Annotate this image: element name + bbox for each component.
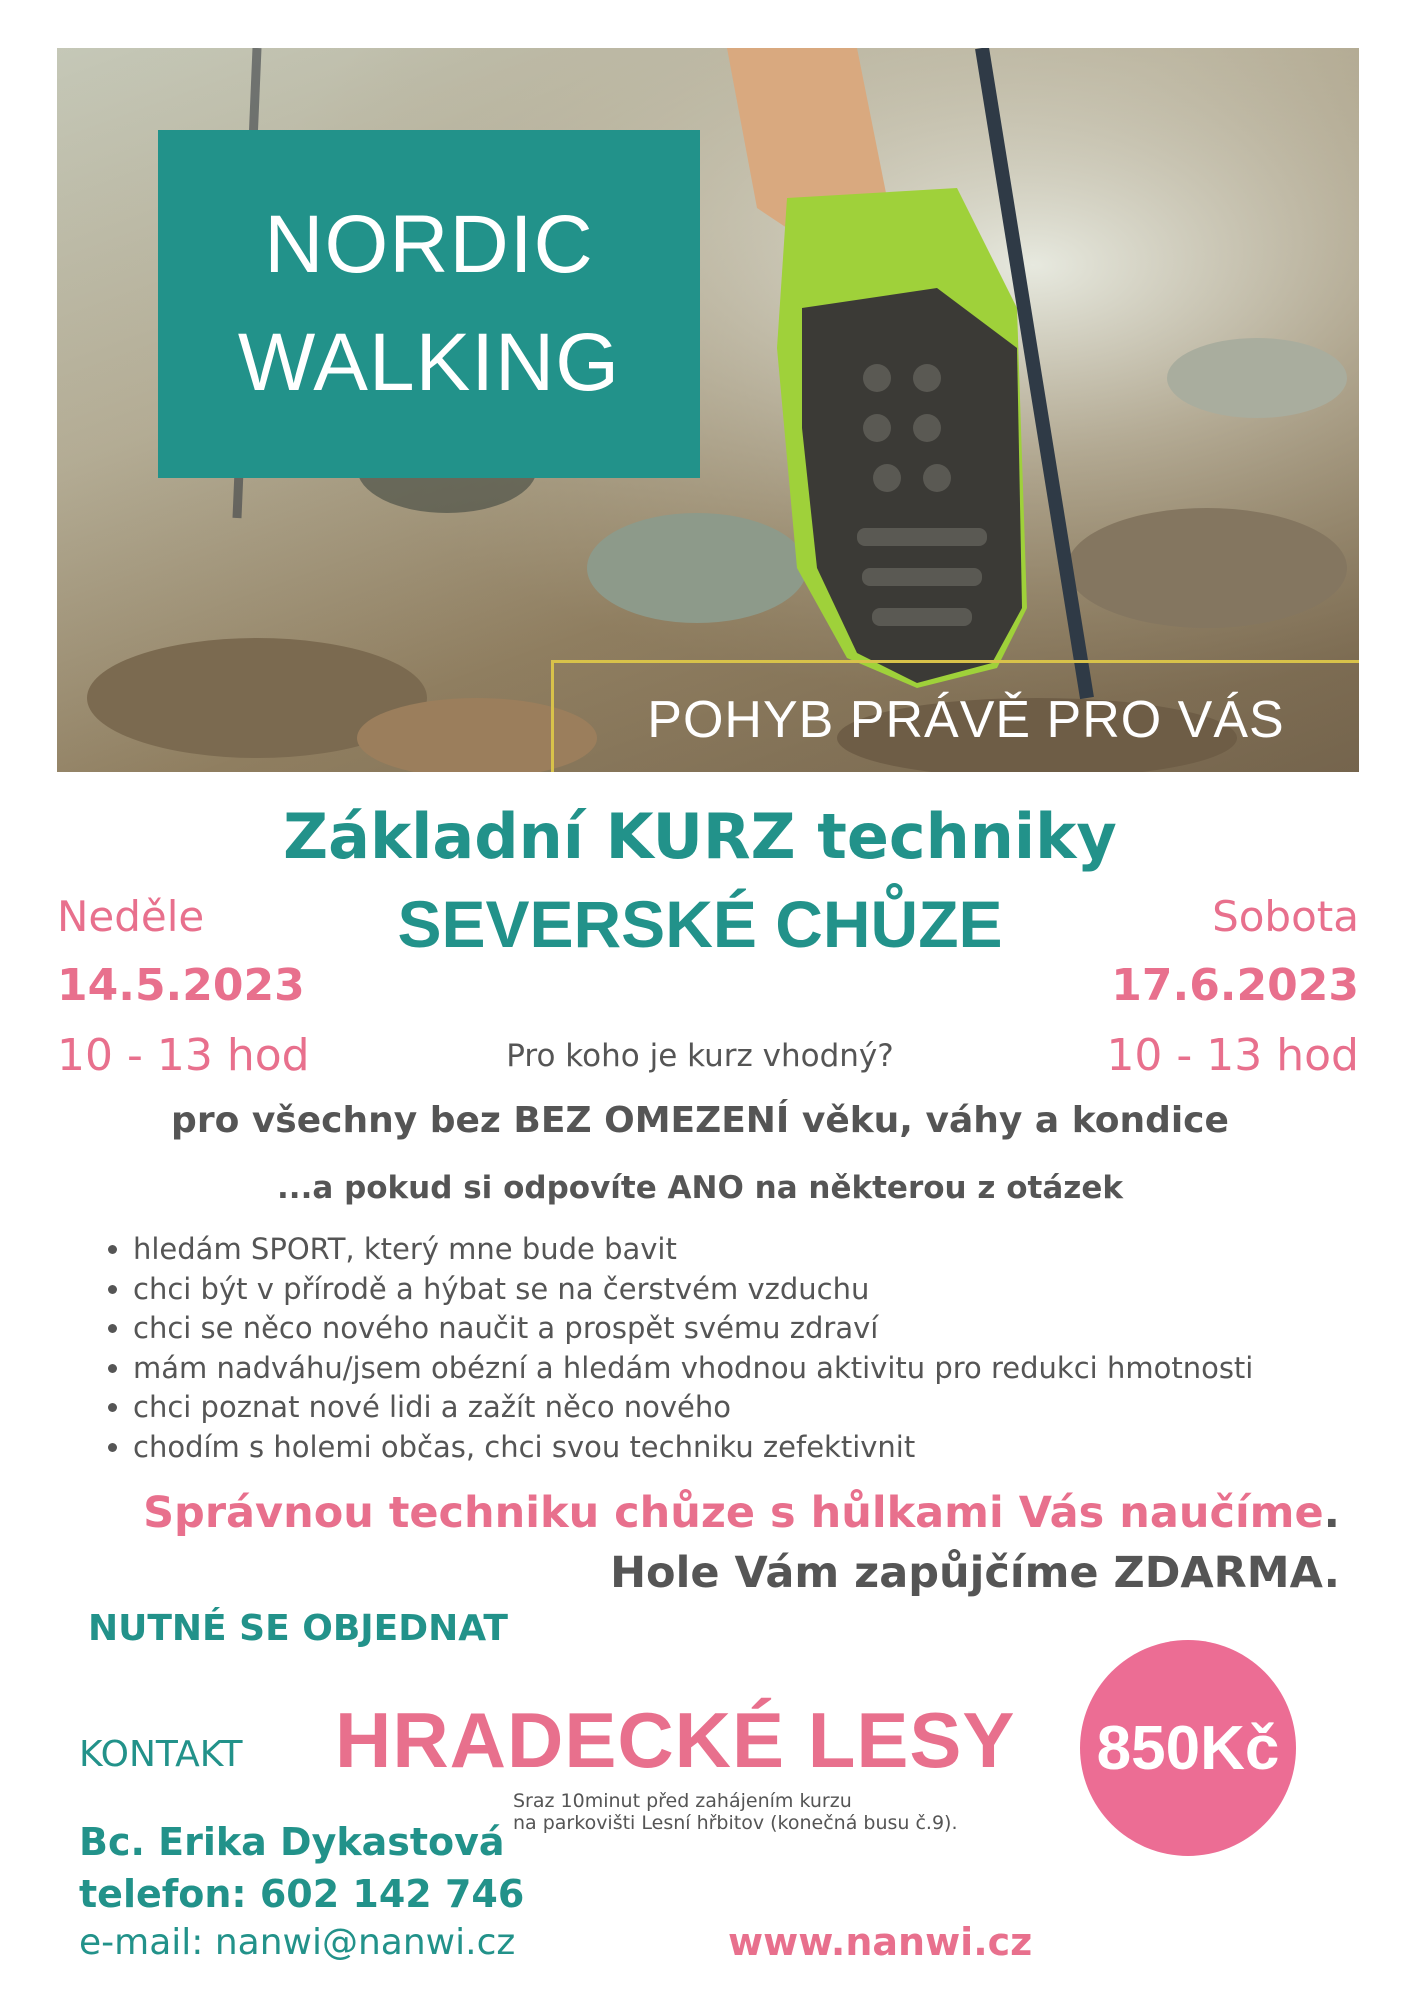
course-heading: Základní KURZ techniky [283, 800, 1117, 873]
website-link[interactable]: www.nanwi.cz [728, 1920, 1033, 1964]
contact-name: Bc. Erika Dykastová [79, 1820, 505, 1864]
slogan-text: POHYB PRÁVĚ PRO VÁS [647, 691, 1285, 749]
left-date: 14.5.2023 [57, 960, 305, 1011]
title-line-2: WALKING [237, 317, 621, 408]
technique-line [100, 1488, 1340, 1538]
slogan-frame [551, 660, 1359, 772]
audience-question: Pro koho je kurz vhodný? [506, 1038, 894, 1074]
meeting-note-line-1: Sraz 10minut před zahájením kurzu [513, 1790, 852, 1812]
hero-photo [57, 48, 1359, 772]
contact-phone[interactable]: telefon: 602 142 746 [79, 1872, 525, 1916]
left-time: 10 - 13 hod [57, 1030, 310, 1081]
course-subheading: SEVERSKÉ CHŮZE [397, 887, 1003, 961]
left-date-day: Neděle [57, 892, 205, 941]
poles-line: Hole Vám zapůjčíme ZDARMA. [610, 1548, 1340, 1598]
meeting-note [513, 1790, 958, 1834]
questions-list [95, 1230, 1393, 1467]
right-date: 17.6.2023 [1111, 960, 1359, 1011]
list-item: • hledám SPORT, který mne bude bavit [133, 1230, 1393, 1270]
list-item: • chci být v přírodě a hýbat se na čerstvém vzduchu [133, 1270, 1393, 1310]
condition-statement: ...a pokud si odpovíte ANO na některou z otázek [277, 1170, 1123, 1206]
right-time: 10 - 13 hod [1106, 1030, 1359, 1081]
title-line-1: NORDIC [264, 199, 594, 290]
meeting-note-line-2: na parkovišti Lesní hřbitov (konečná busu č.9). [513, 1812, 958, 1834]
list-item: • chci se něco nového naučit a prospět svému zdraví [133, 1309, 1393, 1349]
contact-email[interactable]: e-mail: nanwi@nanwi.cz [79, 1922, 516, 1963]
technique-text: Správnou techniku chůze s hůlkami Vás naučíme [143, 1488, 1324, 1538]
list-item: • chodím s holemi občas, chci svou techniku zefektivnit [133, 1428, 1393, 1468]
booking-required: NUTNÉ SE OBJEDNAT [88, 1608, 508, 1649]
technique-period: . [1323, 1488, 1340, 1538]
list-item: • chci poznat nové lidi a zažít něco nového [133, 1388, 1393, 1428]
list-item: • mám nadváhu/jsem obézní a hledám vhodnou aktivitu pro redukci hmotnosti [133, 1349, 1393, 1389]
price-badge [1080, 1640, 1296, 1856]
audience-statement: pro všechny bez BEZ OMEZENÍ věku, váhy a kondice [171, 1100, 1229, 1141]
price-text: 850Kč [1096, 1713, 1280, 1783]
contact-label: KONTAKT [79, 1734, 243, 1775]
title-box [158, 130, 700, 478]
location-name: HRADECKÉ LESY [335, 1696, 1016, 1784]
right-date-day: Sobota [1212, 892, 1359, 941]
